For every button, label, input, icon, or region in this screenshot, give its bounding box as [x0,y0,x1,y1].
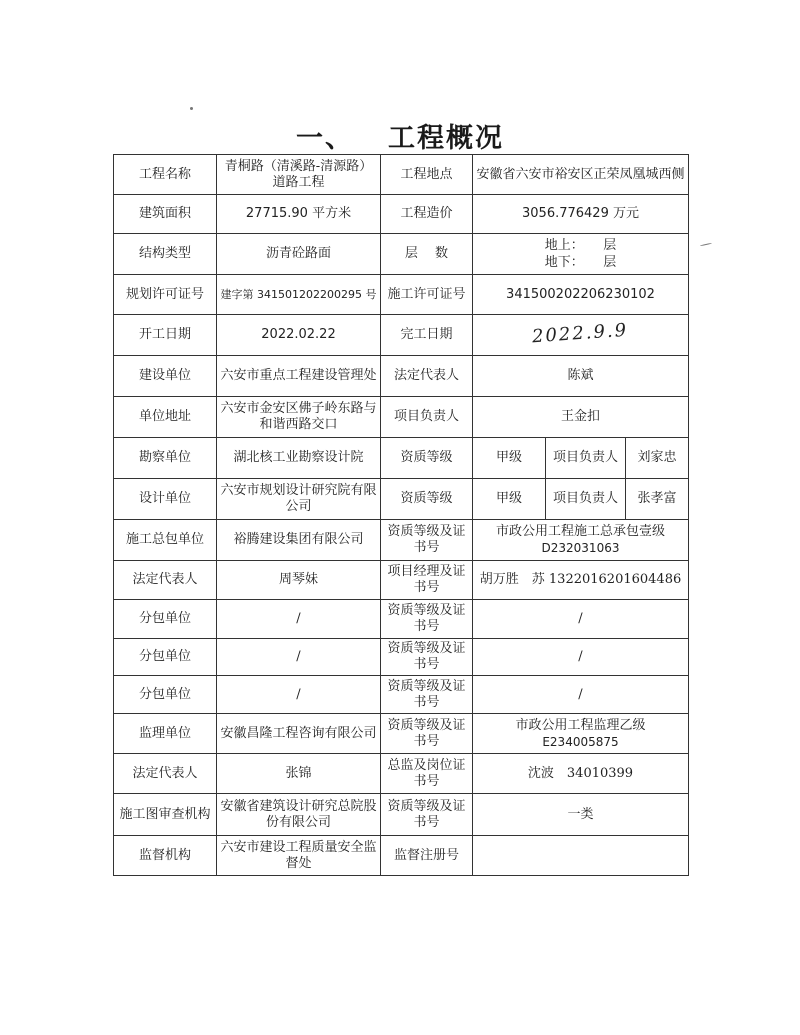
field-label: 资质等级及证书号 [381,676,473,714]
floors-below: 地下： 层 [544,255,617,270]
start-date: 2022.02.22 [217,315,381,356]
table-row [114,714,689,754]
field-label: 完工日期 [381,315,473,356]
field-label: 法定代表人 [114,754,217,794]
review-agency-qualification: 一类 [473,794,689,836]
contractor-qualification [473,520,689,561]
field-label: 项目负责人 [546,438,626,479]
table-row [114,315,689,356]
table-row [114,836,689,876]
field-label: 层 数 [381,234,473,275]
table-row [114,639,689,676]
project-overview-table [113,154,689,876]
table-row [114,754,689,794]
project-location: 安徽省六安市裕安区正荣凤凰城西侧 [473,155,689,195]
field-label: 总监及岗位证书号 [381,754,473,794]
field-label: 资质等级 [381,438,473,479]
supervision-qualification [473,714,689,754]
table-row [114,195,689,234]
project-cost: 3056.776429 万元 [473,195,689,234]
table-row [114,676,689,714]
subcontractor: / [217,676,381,714]
section-number: 一、 [296,123,354,154]
field-label: 监理单位 [114,714,217,754]
project-leader: 王金扣 [473,397,689,438]
survey-project-leader: 刘家忠 [626,438,689,479]
field-label: 资质等级及证书号 [381,794,473,836]
certificate-number: D232031063 [541,541,620,555]
field-label: 设计单位 [114,479,217,520]
legal-representative: 陈斌 [473,356,689,397]
field-label: 监督注册号 [381,836,473,876]
field-label: 建筑面积 [114,195,217,234]
floors-above: 地上： 层 [544,238,617,253]
field-label: 工程地点 [381,155,473,195]
subcontractor: / [217,639,381,676]
field-label: 资质等级及证书号 [381,520,473,561]
field-label: 法定代表人 [114,561,217,600]
table-row [114,155,689,195]
field-label: 工程名称 [114,155,217,195]
qualification-grade: 市政公用工程监理乙级 [515,717,646,733]
field-label: 项目经理及证书号 [381,561,473,600]
table-row [114,356,689,397]
field-label: 资质等级及证书号 [381,714,473,754]
supervision-registration-number [473,836,689,876]
unit-address: 六安市金安区佛子岭东路与和谐西路交口 [217,397,381,438]
qualification-grade: 市政公用工程施工总承包壹级 [495,524,665,539]
table-row [114,234,689,275]
field-label: 项目负责人 [381,397,473,438]
subcontractor: / [217,600,381,639]
subcontractor-qualification: / [473,676,689,714]
structure-type: 沥青砼路面 [217,234,381,275]
construction-unit: 六安市重点工程建设管理处 [217,356,381,397]
scan-speck [190,107,193,110]
scan-speck [700,243,712,246]
field-label: 施工图审查机构 [114,794,217,836]
contractor-legal-representative: 周琴妹 [217,561,381,600]
survey-unit: 湖北核工业勘察设计院 [217,438,381,479]
planning-permit-number: 建字第 341501202200295 号 [217,275,381,315]
field-label: 资质等级及证书号 [381,639,473,676]
subcontractor-qualification: / [473,639,689,676]
general-contractor: 裕腾建设集团有限公司 [217,520,381,561]
table-row [114,794,689,836]
field-label: 勘察单位 [114,438,217,479]
field-label: 项目负责人 [546,479,626,520]
table-row [114,438,689,479]
field-label: 单位地址 [114,397,217,438]
building-area: 27715.90 平方米 [217,195,381,234]
supervision-legal-representative: 张锦 [217,754,381,794]
floor-count [473,234,689,275]
field-label: 分包单位 [114,676,217,714]
certificate-number: E234005875 [542,734,619,749]
field-label: 法定代表人 [381,356,473,397]
table-row [114,479,689,520]
table-row [114,561,689,600]
supervision-unit: 安徽昌隆工程咨询有限公司 [217,714,381,754]
field-label: 结构类型 [114,234,217,275]
completion-date-handwritten: 2022.9.9 [531,319,630,348]
field-label: 分包单位 [114,600,217,639]
supervision-agency: 六安市建设工程质量安全监督处 [217,836,381,876]
design-qualification: 甲级 [473,479,546,520]
field-label: 规划许可证号 [114,275,217,315]
page-title [0,116,800,155]
construction-permit-number: 341500202206230102 [473,275,689,315]
field-label: 开工日期 [114,315,217,356]
table-row [114,275,689,315]
table-row [114,520,689,561]
field-label: 施工许可证号 [381,275,473,315]
section-heading: 工程概况 [388,123,504,154]
design-project-leader: 张孝富 [626,479,689,520]
table-row [114,600,689,639]
design-unit: 六安市规划设计研究院有限公司 [217,479,381,520]
field-label: 资质等级及证书号 [381,600,473,639]
field-label: 建设单位 [114,356,217,397]
table-row [114,397,689,438]
survey-qualification: 甲级 [473,438,546,479]
field-label: 工程造价 [381,195,473,234]
chief-supervisor-certificate: 沈波 34010399 [473,754,689,794]
field-label: 资质等级 [381,479,473,520]
field-label: 分包单位 [114,639,217,676]
project-manager-certificate: 胡万胜 苏 1322016201604486 [473,561,689,600]
completion-date [473,315,689,356]
subcontractor-qualification: / [473,600,689,639]
field-label: 施工总包单位 [114,520,217,561]
drawing-review-agency: 安徽省建筑设计研究总院股份有限公司 [217,794,381,836]
field-label: 监督机构 [114,836,217,876]
project-name: 青桐路（清溪路-清源路）道路工程 [217,155,381,195]
